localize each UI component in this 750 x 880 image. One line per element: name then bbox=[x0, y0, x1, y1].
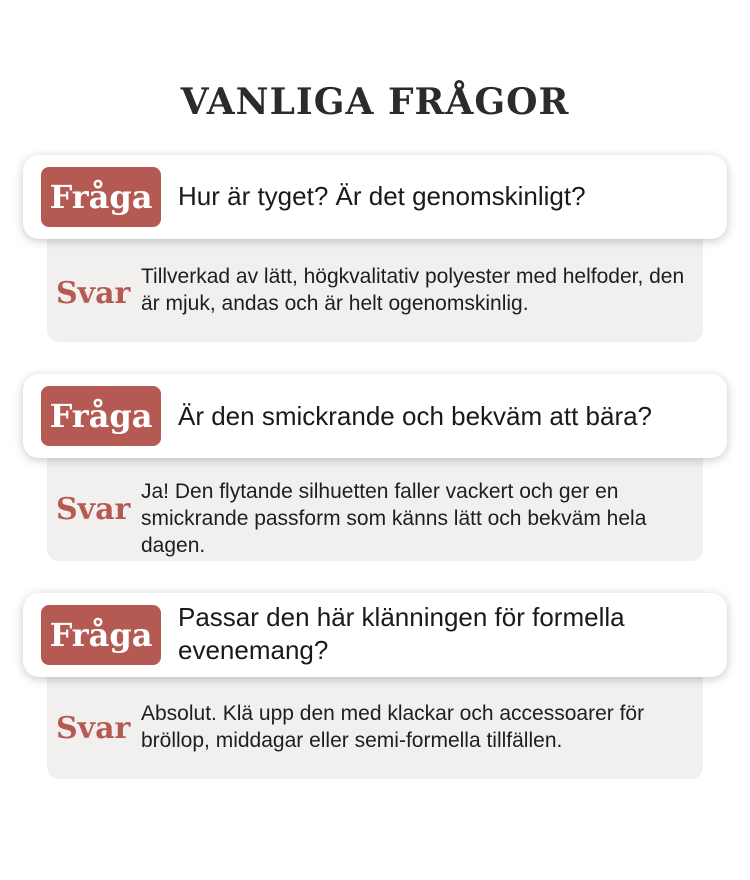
question-text: Passar den här klänningen för formella evenemang? bbox=[178, 602, 625, 665]
answer-box bbox=[47, 444, 703, 561]
question-box[interactable] bbox=[23, 155, 727, 239]
answer-text: Ja! Den flytande silhuetten faller vackert och ger en smickrande passform som känns lätt och bekväm hela dagen. bbox=[141, 480, 647, 557]
answer-text: Absolut. Klä upp den med klackar och accessoarer för bröllop, middagar eller semi-formella tillfällen. bbox=[141, 702, 645, 752]
question-box[interactable] bbox=[23, 374, 727, 458]
answer-text: Tillverkad av lätt, högkvalitativ polyester med helfoder, den är mjuk, andas och är helt ogenomskinlig. bbox=[141, 265, 685, 315]
question-badge: Fråga bbox=[41, 386, 161, 446]
answer-box bbox=[47, 663, 703, 779]
question-text: Hur är tyget? Är det genomskinligt? bbox=[178, 181, 586, 211]
answer-box bbox=[47, 225, 703, 342]
answer-label: Svar bbox=[56, 276, 131, 311]
question-badge: Fråga bbox=[41, 605, 161, 665]
question-badge: Fråga bbox=[41, 167, 161, 227]
answer-label: Svar bbox=[56, 711, 131, 746]
question-box[interactable] bbox=[23, 593, 727, 677]
question-text: Är den smickrande och bekväm att bära? bbox=[178, 401, 653, 431]
answer-label: Svar bbox=[56, 492, 131, 527]
page-title: VANLIGA FRÅGOR bbox=[180, 81, 570, 123]
